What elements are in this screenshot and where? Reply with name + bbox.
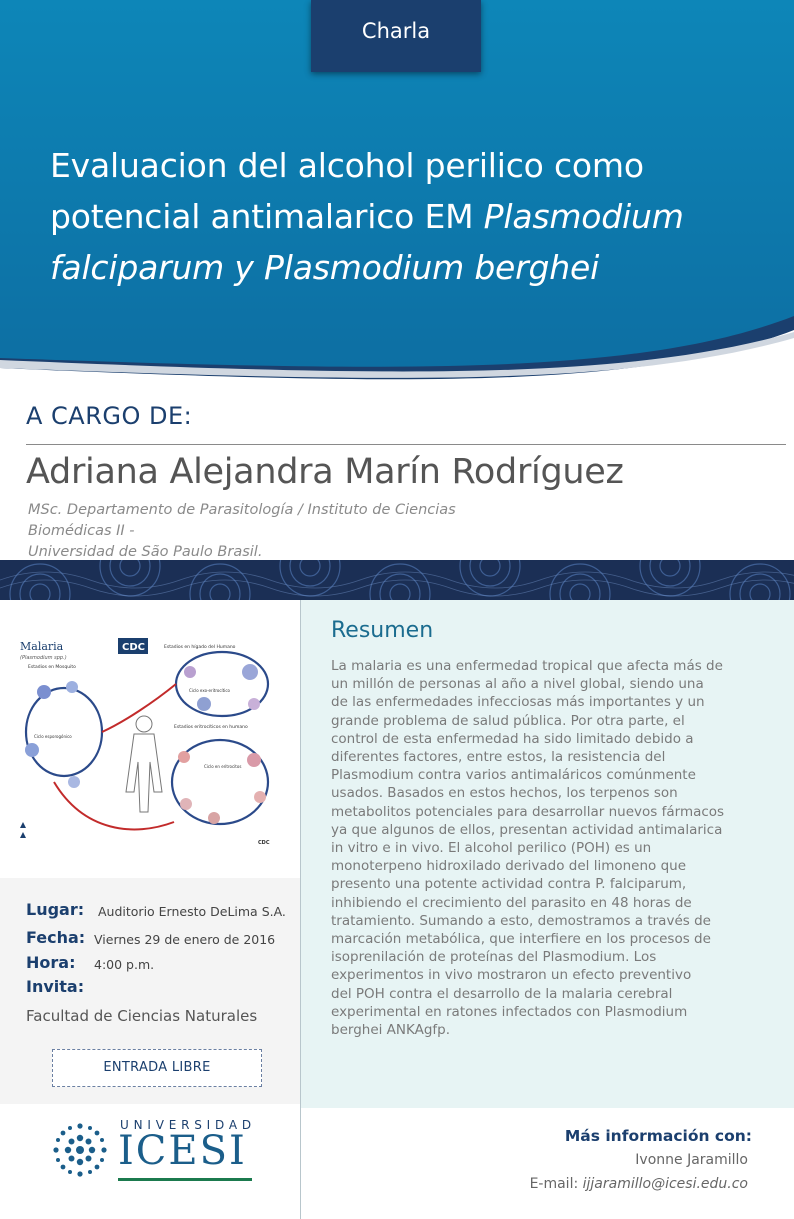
abstract-line: marcación metabólica, que interfiere en los procesos de <box>331 931 711 948</box>
date-row <box>26 928 276 947</box>
abstract-line: berghei ANKAgfp. <box>331 1022 451 1039</box>
liver-stages-label: Estadios en hígado del Humano <box>164 645 236 650</box>
abstract-line: Plasmodium contra varios antimaláricos comúnmente <box>331 767 696 784</box>
abstract-line: ya que algunos de ellos, presentan actividad antimalarica <box>331 821 723 838</box>
abstract-line: experimentos in vivo mostraron un efecto preventivo <box>331 967 692 984</box>
abstract-line: metabolitos potenciales para desarrollar nuevos fármacos <box>331 803 725 820</box>
logo-underline <box>118 1178 252 1181</box>
free-entry-badge: ENTRADA LIBRE <box>52 1049 262 1087</box>
affiliation-line-1: MSc. Departamento de Parasitología / Instituto de Ciencias Biomédicas II - <box>28 502 456 539</box>
title-line-2: potencial antimalarico EM <box>50 197 484 236</box>
logo-university-word: UNIVERSIDAD <box>120 1118 256 1132</box>
icesi-emblem-icon <box>48 1118 112 1182</box>
abstract-line: diferentes factores, entre estos, la resistencia del <box>331 749 666 766</box>
place-value: Auditorio Ernesto DeLima S.A. <box>98 904 286 919</box>
date-label: Fecha: <box>26 928 86 947</box>
mosquito-stages-label: Estadios en Mosquito <box>28 665 76 670</box>
invites-label: Invita: <box>26 977 85 996</box>
title-line-3-italic: falciparum y Plasmodium berghei <box>50 248 600 287</box>
contact-heading: Más información con: <box>564 1127 752 1145</box>
decorative-pattern-band <box>0 560 794 600</box>
logo-icesi-word: ICESI <box>118 1128 247 1174</box>
abstract-line: grande problema de salud pública. Por otra parte, el <box>331 712 685 729</box>
speaker-section-label: A CARGO DE: <box>26 402 193 430</box>
blood-stages-label: Estadios eritrocíticos en humano <box>174 725 248 730</box>
time-value: 4:00 p.m. <box>94 957 155 972</box>
host-faculty: Facultad de Ciencias Naturales <box>26 1007 258 1025</box>
abstract-line: presento una potente actividad contra P. falciparum, <box>331 876 687 893</box>
abstract-line: de las enfermedades infecciosas más importantes y un <box>331 694 705 711</box>
talk-title <box>50 140 785 293</box>
time-label: Hora: <box>26 953 76 972</box>
speaker-name: Adriana Alejandra Marín Rodríguez <box>26 452 624 492</box>
contact-email-row <box>530 1176 748 1192</box>
abstract-line: La malaria es una enfermedad tropical que afecta más de <box>331 658 723 674</box>
email-link[interactable]: ijjaramillo@icesi.edu.co <box>582 1176 748 1192</box>
abstract-line: isoprenilación de proteínas del Plasmodium. Los <box>331 949 657 966</box>
malaria-lifecycle-diagram <box>14 632 282 850</box>
divider-line <box>26 444 786 445</box>
title-line-1: Evaluacion del alcohol perilico como <box>50 146 644 185</box>
cdc-badge-text: CDC <box>122 642 145 653</box>
diagram-footer-label: CDC <box>258 840 270 846</box>
speaker-affiliation <box>28 500 468 563</box>
contact-name: Ivonne Jaramillo <box>635 1152 748 1168</box>
abstract-line: inhibiendo el crecimiento del parasito en 48 horas de <box>331 894 692 911</box>
header-banner <box>0 0 794 400</box>
talk-type-tab: Charla <box>311 0 481 72</box>
date-value: Viernes 29 de enero de 2016 <box>94 932 276 947</box>
column-divider <box>300 600 301 1219</box>
diagram-subtitle: (Plasmodium spp.) <box>20 655 67 661</box>
sporogonic-cycle-label: Ciclo esporogónico <box>34 734 72 739</box>
email-label: E-mail: <box>529 1176 583 1192</box>
invites-row <box>26 977 84 996</box>
abstract-line: control de esta enfermedad ha sido limitado debido a <box>331 730 694 747</box>
abstract-line: un millón de personas al año a nivel global, siendo una <box>331 676 704 693</box>
exo-cycle-label: Ciclo exo-eritrocítico <box>189 688 230 693</box>
university-logo <box>48 1118 268 1188</box>
erythrocytic-cycle-label: Ciclo en eritrocitos <box>204 764 242 769</box>
abstract-line: usados. Basados en estos hechos, los terpenos son <box>331 785 678 802</box>
place-row <box>26 900 286 919</box>
abstract-line: experimental en ratones infectados con Plasmodium <box>331 1003 688 1020</box>
abstract-text <box>331 657 761 1039</box>
abstract-line: tratamiento. Sumando a esto, demostramos a través de <box>331 912 711 929</box>
abstract-line: in vitro e in vivo. El alcohol perilico (POH) es un <box>331 840 652 857</box>
place-label: Lugar: <box>26 900 85 919</box>
title-line-2-italic: Plasmodium <box>483 197 684 236</box>
lifecycle-graphic <box>14 632 282 850</box>
diagram-title: Malaria <box>20 640 64 653</box>
abstract-title: Resumen <box>331 618 434 643</box>
affiliation-line-2: Universidad de São Paulo Brasil. <box>28 544 263 560</box>
wave-pattern-graphic <box>0 560 794 600</box>
abstract-line: del POH contra el desarrollo de la malaria cerebral <box>331 985 673 1002</box>
abstract-line: monoterpeno hidroxilado derivado del limoneno que <box>331 858 687 875</box>
time-row <box>26 953 155 972</box>
